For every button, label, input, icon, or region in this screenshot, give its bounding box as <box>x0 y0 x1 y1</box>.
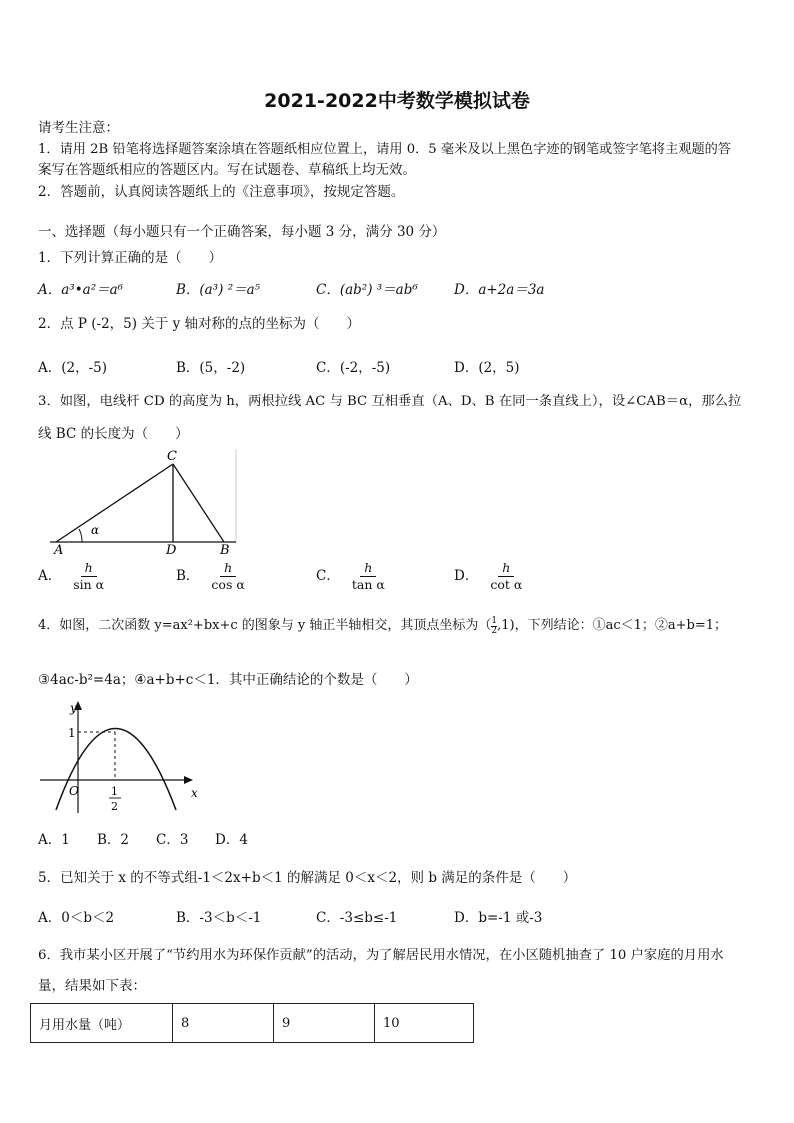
water-usage-table <box>30 1003 474 1043</box>
fraction-denominator: sin α <box>73 576 105 592</box>
q3-triangle-figure <box>38 444 248 556</box>
q5-option-c[interactable]: C．-3≤b≤-1 <box>316 910 398 926</box>
page-title: 2021-2022中考数学模拟试卷 <box>264 90 530 112</box>
fraction-denominator: tan α <box>351 576 385 592</box>
q5-option-b[interactable]: B．-3＜b＜-1 <box>176 910 262 926</box>
q4-line-1 <box>38 616 727 636</box>
q3-option-b-letter: B． <box>176 568 200 584</box>
notice-heading: 请考生注意： <box>38 120 119 136</box>
q3-line-2: 线 BC 的长度为（ ） <box>38 426 189 442</box>
notice-line-1b: 案写在答题纸相应的答题区内。写在试题卷、草稿纸上均无效。 <box>38 162 416 178</box>
q5-option-d[interactable]: D．b=-1 或-3 <box>454 910 543 926</box>
q3-option-c[interactable] <box>316 556 389 596</box>
q3-option-b-fraction <box>207 560 248 593</box>
q5-stem: 5．已知关于 x 的不等式组-1＜2x+b＜1 的解满足 0＜x＜2，则 b 满足的条件是（ ） <box>38 870 577 886</box>
q1-option-b[interactable]: B．(a³) ²＝a⁵ <box>176 282 261 298</box>
q1-option-a[interactable]: A．a³•a²＝a⁶ <box>38 282 124 298</box>
q3-option-a-letter: A． <box>38 568 62 584</box>
axis-y-label: y <box>70 701 77 715</box>
q2-option-d[interactable]: D．(2，5) <box>454 360 520 376</box>
table-row <box>31 1004 474 1043</box>
q6-line-2: 量，结果如下表： <box>38 978 146 994</box>
fraction-numerator: h <box>220 560 236 577</box>
q3-option-d-fraction <box>486 560 526 593</box>
q3-option-d[interactable] <box>454 556 526 596</box>
q1-option-d[interactable]: D．a+2a＝3a <box>454 282 545 298</box>
q2-option-b[interactable]: B．(5，-2) <box>176 360 246 376</box>
tick-one: 1 <box>68 726 76 740</box>
half-numerator: 1 <box>111 785 118 798</box>
notice-line-1a: 1．请用 2B 铅笔将选择题答案涂填在答题纸相应位置上，请用 0．5 毫米及以上黑色字迹的钢笔或签字笔将主观题的答 <box>38 142 732 157</box>
label-b: B <box>220 543 230 556</box>
q4-parabola-figure <box>38 698 208 818</box>
label-alpha: α <box>91 523 100 537</box>
q1-stem: 1．下列计算正确的是（ ） <box>38 250 223 266</box>
table-cell: 9 <box>274 1004 375 1043</box>
q4-line-1a: 4．如图，二次函数 y=ax²+bx+c 的图象与 y 轴正半轴相交，其顶点坐标为（ <box>38 618 492 633</box>
fraction-denominator: cos α <box>211 576 245 592</box>
label-d: D <box>166 543 177 556</box>
q5-option-a[interactable]: A．0＜b＜2 <box>38 910 115 926</box>
q3-option-d-letter: D． <box>454 568 479 584</box>
q3-option-b[interactable] <box>176 556 249 596</box>
fraction-numerator: h <box>81 560 97 577</box>
half-denominator: 2 <box>111 800 118 813</box>
q4-option-b[interactable]: B．2 <box>97 832 130 848</box>
fraction-denominator: 2 <box>491 625 498 636</box>
q6-line-1: 6．我市某小区开展了“节约用水为环保作贡献”的活动，为了解居民用水情况，在小区随机抽查了 10 户家庭的月用水 <box>38 948 724 963</box>
q3-option-a-fraction <box>69 560 108 593</box>
table-header-cell: 月用水量（吨） <box>31 1004 173 1043</box>
label-a: A <box>54 543 64 556</box>
table-cell: 10 <box>375 1004 474 1043</box>
q2-option-a[interactable]: A．(2，-5) <box>38 360 108 376</box>
q4-option-c[interactable]: C．3 <box>156 832 189 848</box>
section-heading: 一、选择题（每小题只有一个正确答案，每小题 3 分，满分 30 分） <box>38 224 446 240</box>
axis-x-label: x <box>191 786 198 800</box>
fraction-numerator: h <box>360 560 376 577</box>
q2-option-c[interactable]: C．(-2，-5) <box>316 360 391 376</box>
q1-option-c[interactable]: C．(ab²) ³＝ab⁶ <box>316 282 418 298</box>
q3-option-a[interactable] <box>38 556 108 596</box>
fraction-denominator: cot α <box>490 576 523 592</box>
notice-line-2: 2．答题前，认真阅读答题纸上的《注意事项》，按规定答题。 <box>38 184 405 200</box>
q3-line-1: 3．如图，电线杆 CD 的高度为 h，两根拉线 AC 与 BC 互相垂直（A、D、B 在同一条直线上），设∠CAB＝α，那么拉 <box>38 394 742 409</box>
q4-option-d[interactable]: D．4 <box>215 832 248 848</box>
q4-option-a[interactable]: A．1 <box>38 832 70 848</box>
fraction-numerator: h <box>498 560 514 577</box>
label-c: C <box>167 449 177 464</box>
fraction-numerator: 1 <box>491 615 498 626</box>
q4-line-2: ③4ac-b²=4a；④a+b+c＜1．其中正确结论的个数是（ ） <box>38 672 418 688</box>
q2-stem: 2．点 P (-2，5) 关于 y 轴对称的点的坐标为（ ） <box>38 316 361 332</box>
table-cell: 8 <box>173 1004 274 1043</box>
q3-option-c-fraction <box>348 560 389 593</box>
origin-label: O <box>69 784 79 798</box>
q3-option-c-letter: C． <box>316 568 340 584</box>
q4-line-1b: ,1)，下列结论：①ac＜1；②a+b=1； <box>497 618 728 633</box>
